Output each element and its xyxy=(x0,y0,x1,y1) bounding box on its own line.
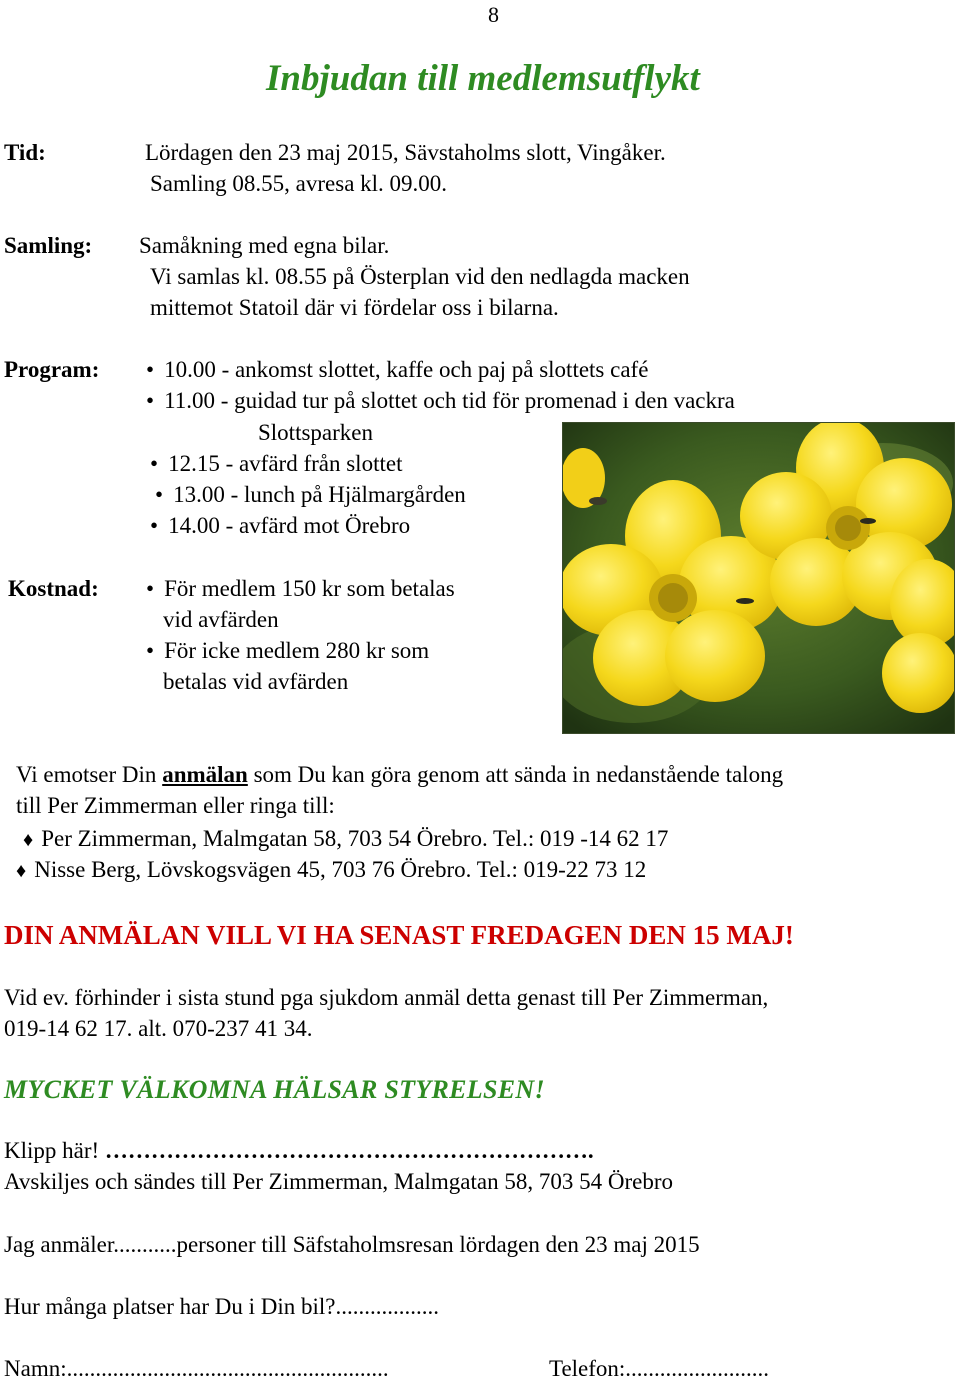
telefon-field: Telefon:......................... xyxy=(549,1356,770,1379)
contact-per: ♦ Per Zimmerman, Malmgatan 58, 703 54 Örebro. Tel.: 019 -14 62 17 xyxy=(23,826,668,852)
program-item: • 14.00 - avfärd mot Örebro xyxy=(150,513,410,539)
program-item: • 13.00 - lunch på Hjälmargården xyxy=(155,482,466,508)
program-item-continuation: Slottsparken xyxy=(258,420,373,445)
klipp-line xyxy=(4,1138,594,1164)
page-title: Inbjudan till medlemsutflykt xyxy=(266,58,700,99)
tid-label: Tid: xyxy=(4,140,46,165)
tid-line-1: Lördagen den 23 maj 2015, Sävstaholms slott, Vingåker. xyxy=(145,140,666,165)
program-label: Program: xyxy=(4,357,100,382)
kostnad-line-1: • För medlem 150 kr som betalas xyxy=(146,576,455,602)
program-item: • 12.15 - avfärd från slottet xyxy=(150,451,402,477)
program-item: • 10.00 - ankomst slottet, kaffe och paj på slottets café xyxy=(146,357,648,383)
buttercup-photo xyxy=(562,422,955,734)
kostnad-line-2: vid avfärden xyxy=(163,607,279,632)
samling-line-1: Samåkning med egna bilar. xyxy=(139,233,390,258)
namn-field: Namn:........................................................ xyxy=(4,1356,389,1379)
anmalan-line-1 xyxy=(16,762,783,788)
cancel-line-1: Vid ev. förhinder i sista stund pga sjukdom anmäl detta genast till Per Zimmerman, xyxy=(4,985,769,1010)
anmalan-line-2: till Per Zimmerman eller ringa till: xyxy=(16,793,335,818)
program-item: • 11.00 - guidad tur på slottet och tid för promenad i den vackra xyxy=(146,388,735,414)
kostnad-line-3: • För icke medlem 280 kr som xyxy=(146,638,429,664)
welcome-greeting: MYCKET VÄLKOMNA HÄLSAR STYRELSEN! xyxy=(4,1075,545,1104)
klipp-label: Klipp här! xyxy=(4,1138,105,1163)
deadline-notice: DIN ANMÄLAN VILL VI HA SENAST FREDAGEN DEN 15 MAJ! xyxy=(4,920,794,950)
cut-line: ………………………………………………………. xyxy=(104,1138,594,1163)
platser-field: Hur många platser har Du i Din bil?.................. xyxy=(4,1294,439,1319)
cancel-line-2: 019-14 62 17. alt. 070-237 41 34. xyxy=(4,1016,313,1041)
tid-line-2: Samling 08.55, avresa kl. 09.00. xyxy=(150,171,448,196)
page-number: 8 xyxy=(488,2,499,27)
contact-nisse: ♦ Nisse Berg, Lövskogsvägen 45, 703 76 Örebro. Tel.: 019-22 73 12 xyxy=(16,857,646,883)
jag-anmaler-field: Jag anmäler...........personer till Säfstaholmsresan lördagen den 23 maj 2015 xyxy=(4,1232,700,1257)
kostnad-label: Kostnad: xyxy=(8,576,99,601)
avskiljes-line: Avskiljes och sändes till Per Zimmerman, Malmgatan 58, 703 54 Örebro xyxy=(4,1169,673,1194)
anmalan-emphasis: anmälan xyxy=(162,762,248,787)
kostnad-line-4: betalas vid avfärden xyxy=(163,669,349,694)
anmalan-post: som Du kan göra genom att sända in nedanstående talong xyxy=(247,762,784,787)
anmalan-pre: Vi emotser Din xyxy=(16,762,163,787)
samling-line-2: Vi samlas kl. 08.55 på Österplan vid den nedlagda macken xyxy=(150,264,690,289)
samling-label: Samling: xyxy=(4,233,93,258)
samling-line-3: mittemot Statoil där vi fördelar oss i bilarna. xyxy=(150,295,559,320)
